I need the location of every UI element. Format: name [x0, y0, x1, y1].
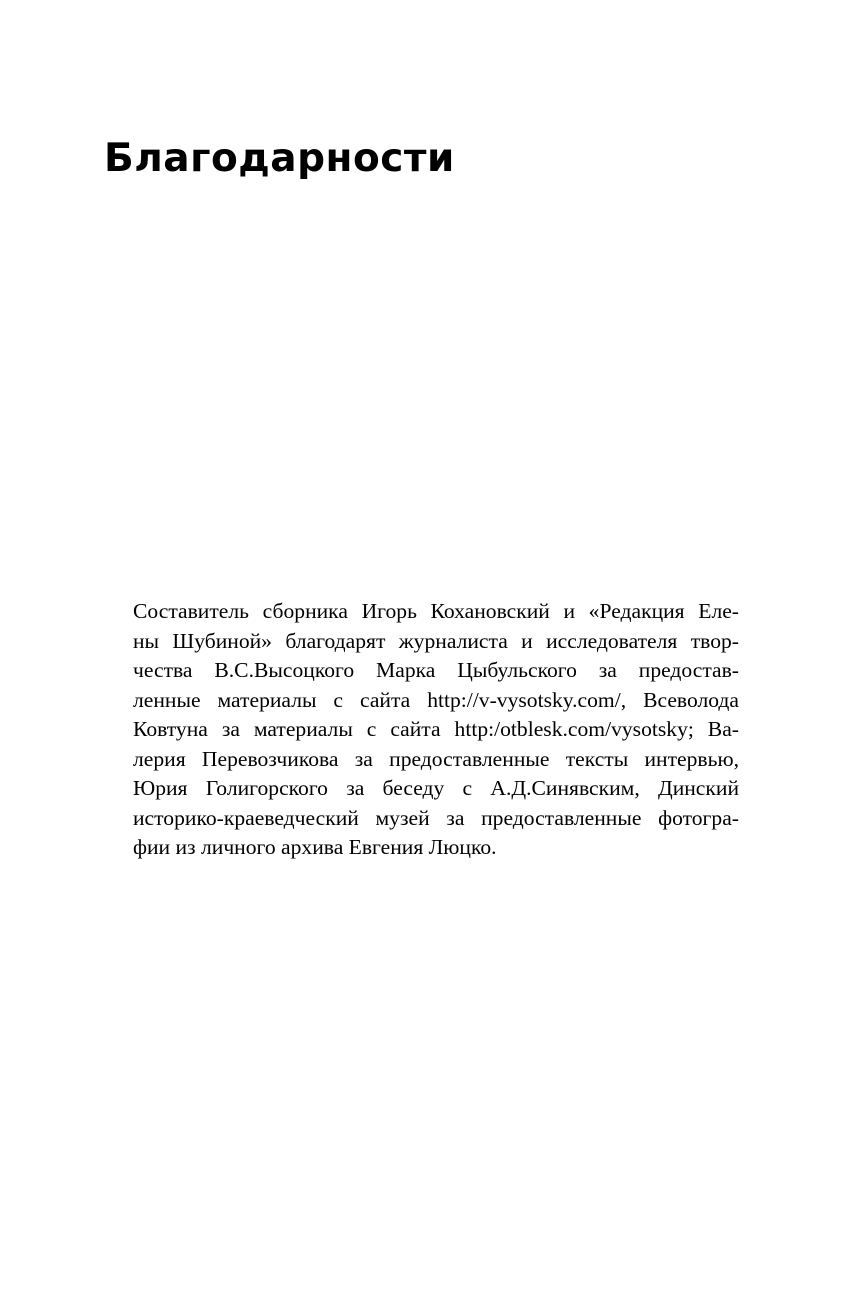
- acknowledgement-line: фии из личного архива Евгения Люцко.: [133, 835, 497, 859]
- acknowledgement-line: Ковтуна за материалы с сайта http:/otblesk.com/vysotsky; Ва-: [133, 717, 739, 741]
- acknowledgement-line: Составитель сборника Игорь Кохановский и «Редакция Еле-: [133, 599, 739, 623]
- acknowledgement-line: историко-краеведческий музей за предоставленные фотогра-: [133, 805, 739, 830]
- acknowledgement-line: ленные материалы с сайта http://v-vysotsky.com/, Всеволода: [133, 687, 739, 712]
- acknowledgement-line: Юрия Голигорского за беседу с А.Д.Синявским, Динский: [133, 776, 739, 800]
- acknowledgements-paragraph: [133, 597, 739, 863]
- acknowledgement-line: чества В.С.Высоцкого Марка Цыбульского за предостав-: [133, 658, 739, 682]
- acknowledgement-line: лерия Перевозчикова за предоставленные тексты интервью,: [133, 746, 739, 771]
- acknowledgement-line: ны Шубиной» благодарят журналиста и исследователя твор-: [133, 628, 739, 653]
- page-title: Благодарности: [104, 136, 455, 181]
